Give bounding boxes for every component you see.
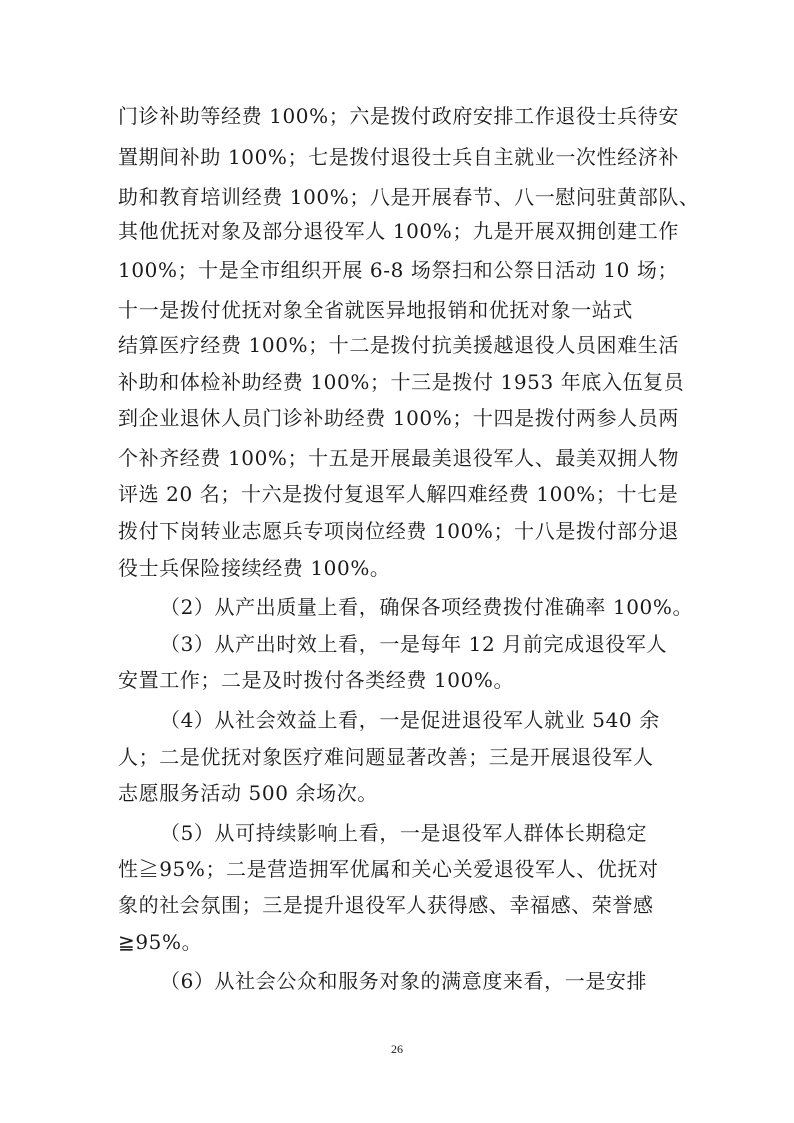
text-line: 个补齐经费 100%；十五是开展最美退役军人、最美双拥人物 — [118, 446, 679, 470]
page-number: 26 — [391, 1042, 403, 1056]
paragraph-first-line: （3）从产出时效上看，一是每年 12 月前完成退役军人 — [160, 632, 668, 656]
text-line: 置期间补助 100%；七是拨付退役士兵自主就业一次性经济补 — [118, 145, 679, 169]
text-line: 补助和体检补助经费 100%；十三是拨付 1953 年底入伍复员 — [118, 370, 685, 394]
paragraph-first-line: （4）从社会效益上看，一是促进退役军人就业 540 余 — [160, 708, 660, 732]
paragraph-first-line: （6）从社会公众和服务对象的满意度来看，一是安排 — [160, 969, 648, 993]
text-line: 门诊补助等经费 100%；六是拨付政府安排工作退役士兵待安 — [118, 104, 679, 128]
text-line: 拨付下岗转业志愿兵专项岗位经费 100%；十八是拨付部分退 — [118, 519, 679, 543]
text-line: ≧95%。 — [118, 930, 203, 954]
text-line: 到企业退休人员门诊补助经费 100%；十四是拨付两参人员两 — [118, 406, 679, 430]
text-line: 安置工作；二是及时拨付各类经费 100%。 — [118, 668, 515, 692]
text-line: 十一是拨付优抚对象全省就医异地报销和优抚对象一站式 — [118, 298, 633, 322]
paragraph-first-line: （5）从可持续影响上看，一是退役军人群体长期稳定 — [160, 821, 648, 845]
text-line: 人；二是优抚对象医疗难问题显著改善；三是开展退役军人 — [118, 745, 654, 769]
paragraph-first-line: （2）从产出质量上看，确保各项经费拨付准确率 100%。 — [160, 595, 694, 619]
text-line: 志愿服务活动 500 余场次。 — [118, 781, 378, 805]
text-line: 助和教育培训经费 100%；八是开展春节、八一慰问驻黄部队、 — [118, 185, 700, 209]
text-line: 100%；十是全市组织开展 6-8 场祭扫和公祭日活动 10 场； — [118, 258, 679, 282]
text-line: 性≧95%；二是营造拥军优属和关心关爱退役军人、优抚对 — [118, 857, 659, 881]
text-line: 象的社会氛围；三是提升退役军人获得感、幸福感、荣誉感 — [118, 893, 654, 917]
text-line: 评选 20 名；十六是拨付复退军人解四难经费 100%；十七是 — [118, 482, 679, 506]
text-line: 役士兵保险接续经费 100%。 — [118, 556, 391, 580]
text-line: 其他优抚对象及部分退役军人 100%；九是开展双拥创建工作 — [118, 219, 679, 243]
text-line: 结算医疗经费 100%；十二是拨付抗美援越退役人员困难生活 — [118, 333, 679, 357]
